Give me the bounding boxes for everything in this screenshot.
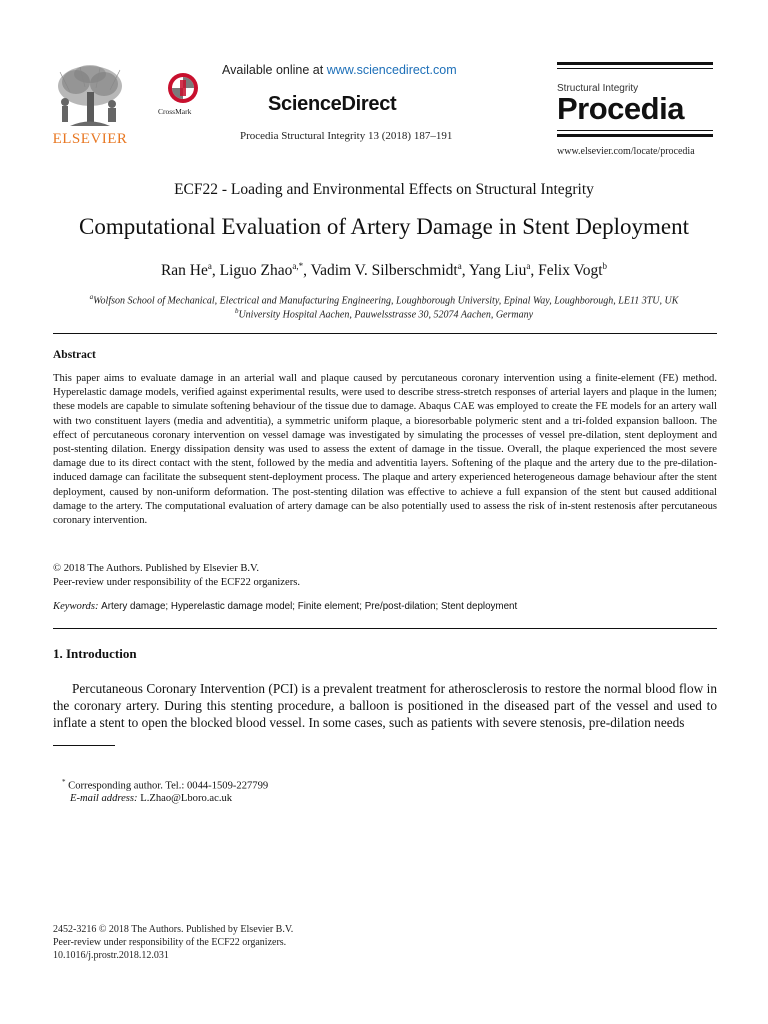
journal-name: Procedia (557, 91, 684, 126)
corresponding-text: Corresponding author. Tel.: 0044-1509-227799 (68, 780, 269, 792)
sciencedirect-link[interactable]: www.sciencedirect.com (326, 63, 457, 77)
keywords-list: Artery damage; Hyperelastic damage model; Finite element; Pre/post-dilation; Stent deployment (101, 601, 518, 612)
author-affiliation-mark: a (526, 261, 531, 271)
journal-reference: Procedia Structural Integrity 13 (2018) 187–191 (240, 130, 453, 142)
affiliation-b (0, 307, 768, 320)
brand-rule-top-thin (557, 68, 713, 69)
author-separator: , (211, 262, 220, 280)
paper-title: Computational Evaluation of Artery Damage in Stent Deployment (78, 214, 689, 239)
author-name: Vadim V. Silberschmidt (310, 262, 458, 280)
journal-brand-box (557, 62, 713, 137)
affiliation-text: Wolfson School of Mechanical, Electrical and Manufacturing Engineering, Loughborough University, Epinal Way, Loughborough, LE11 3TU, UK (93, 295, 679, 307)
section-rule-top (53, 333, 717, 334)
author-name: Ran He (160, 262, 208, 280)
author-separator: , (303, 262, 311, 280)
journal-url[interactable]: www.elsevier.com/locate/procedia (557, 146, 695, 157)
author-affiliation-mark: a (457, 261, 462, 271)
abstract-heading: Abstract (53, 349, 96, 361)
abstract-body: This paper aims to evaluate damage in an arterial wall and plaque caused by percutaneous coronary intervention using a finite-element (FE) method. Hyperelastic damage models, verified against experimental results, were used to describe stress-stretch responses of arterial layers and plaque in the lumen; these models are capable to simulate softening behaviour of the tissue due to damage. Abaqus CAE was employed to create the FE models for an artery wall with two constituent layers (media and adventitia), a symmetric uniform plaque, a bioresorbable polymeric stent and a tri-folded expansion balloon. The effect of percutaneous coronary intervention on vessel damage was investigated by simulating the processes of vessel pre-dilation, stent deployment and post-stenting dilation. Energy dissipation density was used to assess the extent of damage in the tissue. Overall, the plaque experienced the most severe damage due to its direct contact with the stent, followed by the media and adventitia layers. Softening of the plaque and the artery due to the pre-dilation-induced damage can facilitate the subsequent stent-deployment process. The plaque and artery experienced heterogeneous damage behaviour after the stent deployment, caused by non-uniform deformation. The post-stenting dilation was effective to achieve a full expansion of the stent but caused additional damage to the artery. The computational evaluation of artery damage can be also potentially used to assess the risk of in-stent restenosis after percutaneous coronary intervention. (53, 373, 717, 527)
footer-doi[interactable]: 10.1016/j.prostr.2018.12.031 (53, 950, 169, 961)
section-rule-bottom (53, 628, 717, 629)
email-address[interactable]: L.Zhao@Lboro.ac.uk (140, 793, 233, 804)
author-affiliation-mark: b (602, 261, 608, 271)
affiliation-a (0, 293, 768, 306)
keywords-line (53, 601, 517, 612)
affiliation-mark: b (234, 307, 239, 315)
author-separator: , (461, 262, 469, 280)
footnote-rule (53, 745, 115, 746)
author-affiliation-mark: a (207, 261, 212, 271)
author-list (0, 261, 768, 280)
brand-rule-bottom (557, 134, 713, 137)
conference-name: ECF22 - Loading and Environmental Effects on Structural Integrity (174, 181, 594, 198)
footer-peer-review-line: Peer-review under responsibility of the ECF22 organizers. (53, 937, 287, 948)
author-separator: , (530, 262, 539, 280)
peer-review-line: Peer-review under responsibility of the ECF22 organizers. (53, 577, 301, 588)
corresponding-author-note (62, 778, 268, 792)
author-name: Liguo Zhao (219, 262, 293, 280)
author-name: Yang Liu (468, 262, 527, 280)
platform-name: ScienceDirect (268, 93, 397, 115)
email-label: E-mail address: (70, 793, 138, 804)
affiliation-mark: a (89, 293, 94, 301)
keywords-label: Keywords: (53, 601, 99, 612)
affiliation-text: University Hospital Aachen, Pauwelsstrasse 30, 52074 Aachen, Germany (238, 309, 534, 321)
crossmark-icon[interactable] (160, 70, 206, 118)
journal-subtitle: Structural Integrity (557, 83, 639, 94)
brand-rule-bottom-thin (557, 130, 713, 131)
crossmark-label: CrossMark (158, 107, 192, 116)
footer-issn-line: 2452-3216 © 2018 The Authors. Published by Elsevier B.V. (53, 924, 294, 935)
email-note (70, 793, 232, 804)
brand-rule-top (557, 62, 713, 65)
copyright-line: © 2018 The Authors. Published by Elsevier B.V. (53, 563, 259, 574)
introduction-body: Percutaneous Coronary Intervention (PCI) is a prevalent treatment for atherosclerosis to restore the normal blood flow in the coronary artery. During this stenting procedure, a balloon is positioned in the diseased part of the vessel and used to inflate a stent to open the blocked blood vessel. In some cases, such as patients with severe stenosis, pre-dilation needs (53, 681, 717, 730)
introduction-heading: 1. Introduction (53, 646, 137, 661)
available-prefix: Available online at (222, 63, 327, 77)
publisher-wordmark: ELSEVIER (52, 131, 128, 147)
footnote-mark: * (62, 778, 66, 786)
author-affiliation-mark: a,* (292, 261, 304, 271)
available-online-line (222, 63, 457, 77)
author-name: Felix Vogt (538, 262, 603, 280)
